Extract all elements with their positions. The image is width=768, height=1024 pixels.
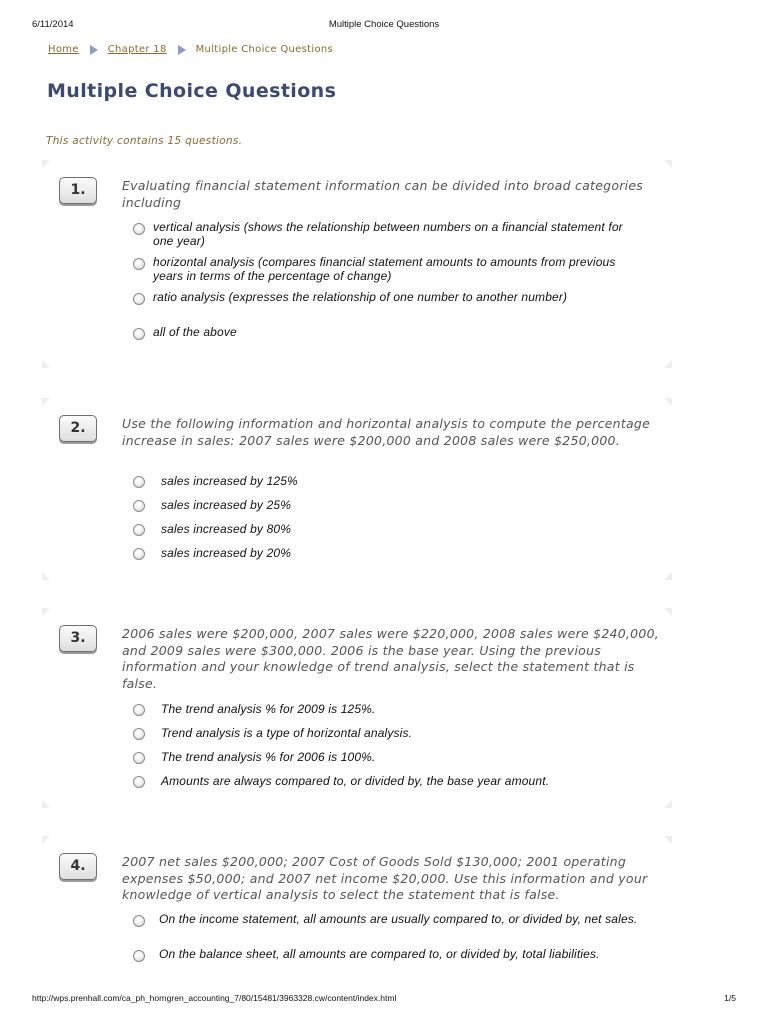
answer-option[interactable] [133,947,653,963]
answer-option[interactable] [133,546,653,562]
radio-button[interactable] [133,293,145,305]
radio-button[interactable] [133,223,145,235]
radio-button[interactable] [133,258,145,270]
print-page-number: 1/5 [724,993,736,1003]
question-4 [42,836,672,972]
answer-option-label: Amounts are always compared to, or divided by, the base year amount. [161,774,550,788]
answer-option[interactable] [133,325,653,341]
answer-option-label: The trend analysis % for 2006 is 100%. [161,750,376,764]
answer-option-label: ratio analysis (expresses the relationship of one number to another number) [153,290,568,304]
answer-option-label: sales increased by 125% [161,474,298,488]
answer-option-label: all of the above [153,325,237,339]
question-text: Use the following information and horizontal analysis to compute the percentage increase in sales: 2007 sales were $200,000 and 2008 sales were $250,000. [122,416,651,448]
answer-option[interactable] [133,498,653,514]
answer-option-label: The trend analysis % for 2009 is 125%. [161,702,376,716]
print-doc-title: Multiple Choice Questions [328,19,440,30]
answer-option[interactable] [133,474,653,490]
radio-button[interactable] [133,704,145,716]
question-number-badge: 2. [59,415,97,442]
radio-button[interactable] [133,500,145,512]
breadcrumb-arrow-icon [178,45,186,55]
radio-button[interactable] [133,328,145,340]
question-text: Evaluating financial statement information can be divided into broad categories including [122,178,644,210]
answer-option[interactable] [133,912,653,942]
breadcrumb-current: Multiple Choice Questions [195,44,334,55]
question-number-badge: 4. [59,853,97,880]
question-1 [42,160,672,368]
radio-button[interactable] [133,524,145,536]
answer-option-label: Trend analysis is a type of horizontal analysis. [161,726,413,740]
answer-option-label: sales increased by 20% [161,546,292,560]
breadcrumb [48,44,333,55]
radio-button[interactable] [133,915,145,927]
print-header [32,19,736,33]
answer-option[interactable] [133,702,653,718]
question-number-badge: 3. [59,625,97,652]
page-title: Multiple Choice Questions [47,80,337,102]
question-3 [42,608,672,808]
answer-option[interactable] [133,522,653,538]
breadcrumb-home-link[interactable]: Home [48,44,79,55]
answer-option-label: sales increased by 80% [161,522,292,536]
radio-button[interactable] [133,728,145,740]
answer-option[interactable] [133,750,653,766]
radio-button[interactable] [133,950,145,962]
answer-option[interactable] [133,290,653,306]
answer-option[interactable] [133,726,653,742]
print-footer [32,993,736,1005]
radio-button[interactable] [133,776,145,788]
answer-option[interactable] [133,774,653,790]
print-url: http://wps.prenhall.com/ca_ph_horngren_accounting_7/80/15481/3963328.cw/content/index.html [32,993,397,1003]
breadcrumb-arrow-icon [90,45,98,55]
answer-option-label: vertical analysis (shows the relationship between numbers on a financial statement for one year) [153,220,623,248]
question-2 [42,398,672,580]
radio-button[interactable] [133,752,145,764]
radio-button[interactable] [133,476,145,488]
answer-option-label: On the balance sheet, all amounts are compared to, or divided by, total liabilities. [159,947,600,961]
breadcrumb-chapter-link[interactable]: Chapter 18 [107,44,167,55]
question-number-badge: 1. [59,177,97,204]
question-text: 2007 net sales $200,000; 2007 Cost of Goods Sold $130,000; 2001 operating expenses $50,000; and 2007 net income $20,000. Use this information and your knowledge of vertical analysis to select the statement that is false. [122,854,648,902]
print-date: 6/11/2014 [32,19,74,30]
activity-intro: This activity contains 15 questions. [46,135,243,147]
question-text: 2006 sales were $200,000, 2007 sales were $220,000, 2008 sales were $240,000, and 2009 sales were $300,000. 2006 is the base year. Using the previous information and your knowledge of trend analysis, select the statement that is false. [122,626,660,691]
radio-button[interactable] [133,548,145,560]
answer-option-label: sales increased by 25% [161,498,292,512]
answer-option-label: horizontal analysis (compares financial statement amounts to amounts from previous years in terms of the percentage of change) [153,255,616,283]
answer-option[interactable] [133,220,653,250]
answer-option-label: On the income statement, all amounts are usually compared to, or divided by, net sales. [159,912,638,926]
answer-option[interactable] [133,255,653,285]
